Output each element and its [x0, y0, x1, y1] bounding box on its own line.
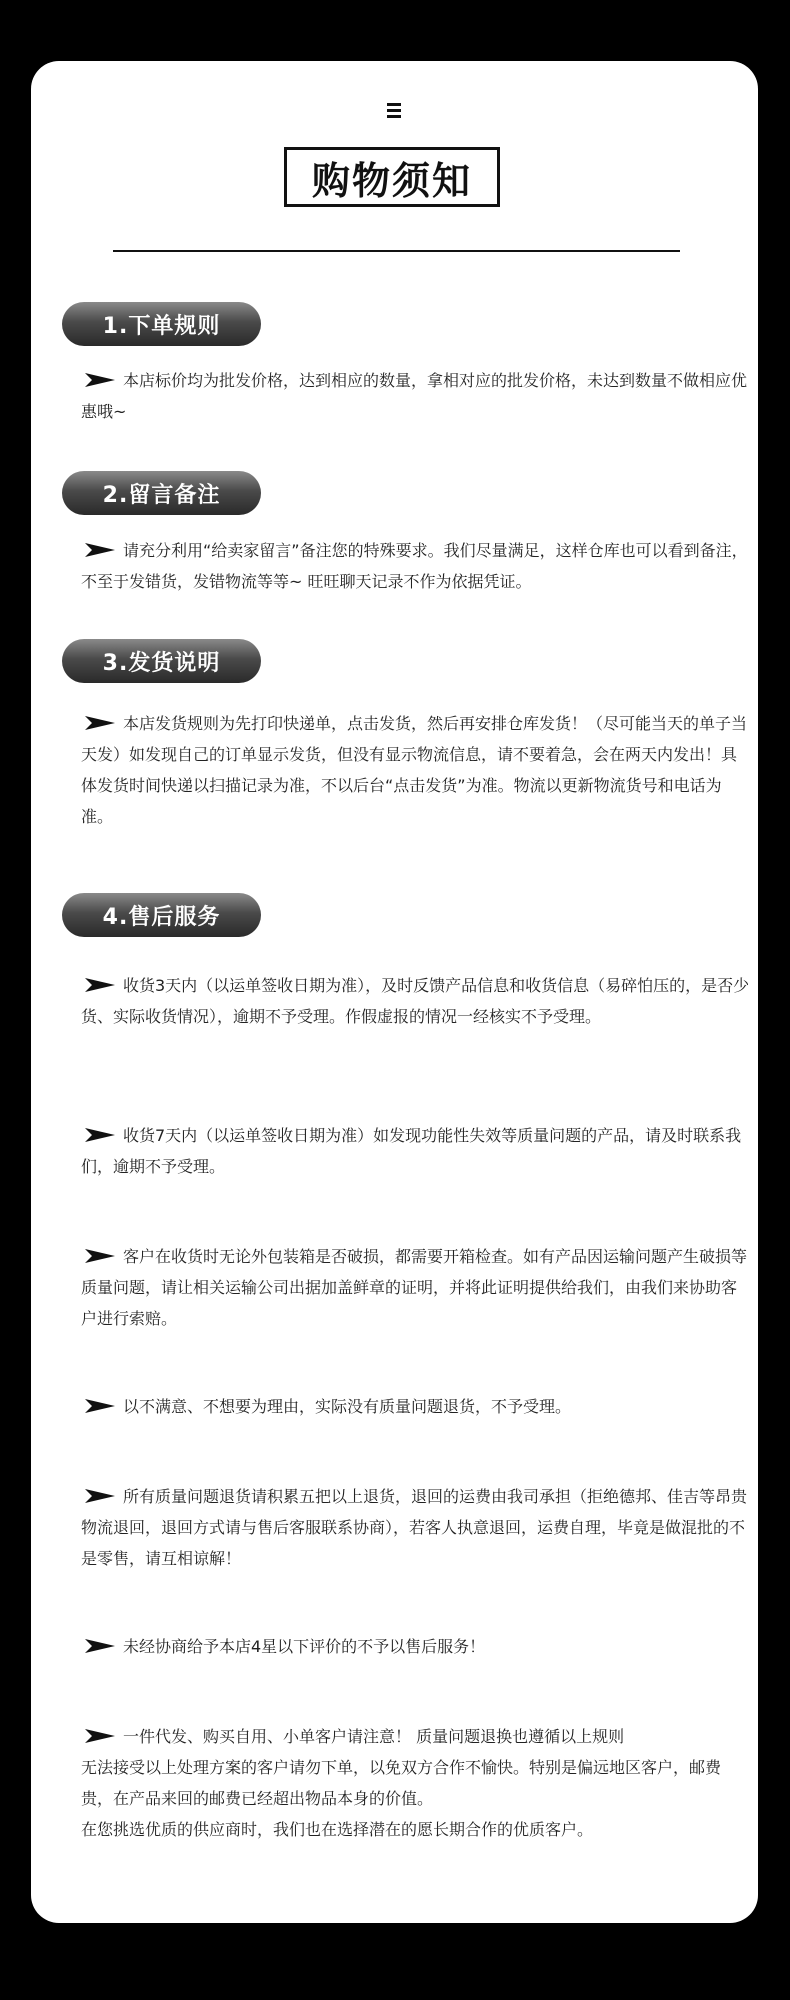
- arrow-icon: [85, 1728, 115, 1744]
- arrow-icon: [85, 1248, 115, 1264]
- paragraph: 请充分利用“给卖家留言”备注您的特殊要求。我们尽量满足，这样仓库也可以看到备注，不至于发错货，发错物流等等~ 旺旺聊天记录不作为依据凭证。: [81, 541, 748, 591]
- arrow-icon: [85, 372, 115, 388]
- arrow-icon: [85, 1488, 115, 1504]
- menu-icon: [387, 103, 401, 121]
- final-notice: [81, 1721, 751, 1845]
- paragraph: 未经协商给予本店4星以下评价的不予以售后服务！: [81, 1631, 751, 1662]
- final-notice-line: 无法接受以上处理方案的客户请勿下单，以免双方合作不愉快。特别是偏远地区客户，邮费贵，在产品来回的邮费已经超出物品本身的价值。: [81, 1758, 722, 1808]
- arrow-icon: [85, 1127, 115, 1143]
- paragraph: 客户在收货时无论外包装箱是否破损，都需要开箱检查。如有产品因运输问题产生破损等质量问题，请让相关运输公司出据加盖鲜章的证明，并将此证明提供给我们，由我们来协助客户进行索赔。: [81, 1247, 748, 1328]
- arrow-icon: [85, 542, 115, 558]
- page-title: 购物须知: [284, 147, 500, 207]
- final-notice-line: 在您挑选优质的供应商时，我们也在选择潜在的愿长期合作的优质客户。: [81, 1820, 594, 1839]
- paragraph: 以不满意、不想要为理由，实际没有质量问题退货，不予受理。: [81, 1391, 751, 1422]
- section-heading-order-rules: 1.下单规则: [62, 302, 261, 346]
- final-notice-line: 一件代发、购买自用、小单客户请注意！ 质量问题退换也遵循以上规则: [81, 1721, 751, 1752]
- arrow-icon: [85, 715, 115, 731]
- section-heading-after-sales: 4.售后服务: [62, 893, 261, 937]
- paragraph: 所有质量问题退货请积累五把以上退货，退回的运费由我司承担（拒绝德邦、佳吉等昂贵物流退回，退回方式请与售后客服联系协商），若客人执意退回，运费自理，毕竟是做混批的不是零售，请互相谅解！: [81, 1487, 748, 1568]
- notice-card: [31, 61, 758, 1923]
- paragraph: 收货3天内（以运单签收日期为准），及时反馈产品信息和收货信息（易碎怕压的，是否少货、实际收货情况），逾期不予受理。作假虚报的情况一经核实不予受理。: [81, 976, 750, 1026]
- paragraph: 本店发货规则为先打印快递单，点击发货，然后再安排仓库发货！（尽可能当天的单子当天发）如发现自己的订单显示发货，但没有显示物流信息，请不要着急，会在两天内发出！具体发货时间快递以扫描记录为准，不以后台“点击发货”为准。物流以更新物流货号和电话为准。: [81, 714, 748, 826]
- section-heading-shipping: 3.发货说明: [62, 639, 261, 683]
- arrow-icon: [85, 1398, 115, 1414]
- title-divider: [113, 250, 680, 252]
- section-heading-notes: 2.留言备注: [62, 471, 261, 515]
- paragraph: 本店标价均为批发价格，达到相应的数量，拿相对应的批发价格，未达到数量不做相应优惠哦~: [81, 371, 748, 421]
- arrow-icon: [85, 977, 115, 993]
- paragraph: 收货7天内（以运单签收日期为准）如发现功能性失效等质量问题的产品，请及时联系我们，逾期不予受理。: [81, 1126, 742, 1176]
- arrow-icon: [85, 1638, 115, 1654]
